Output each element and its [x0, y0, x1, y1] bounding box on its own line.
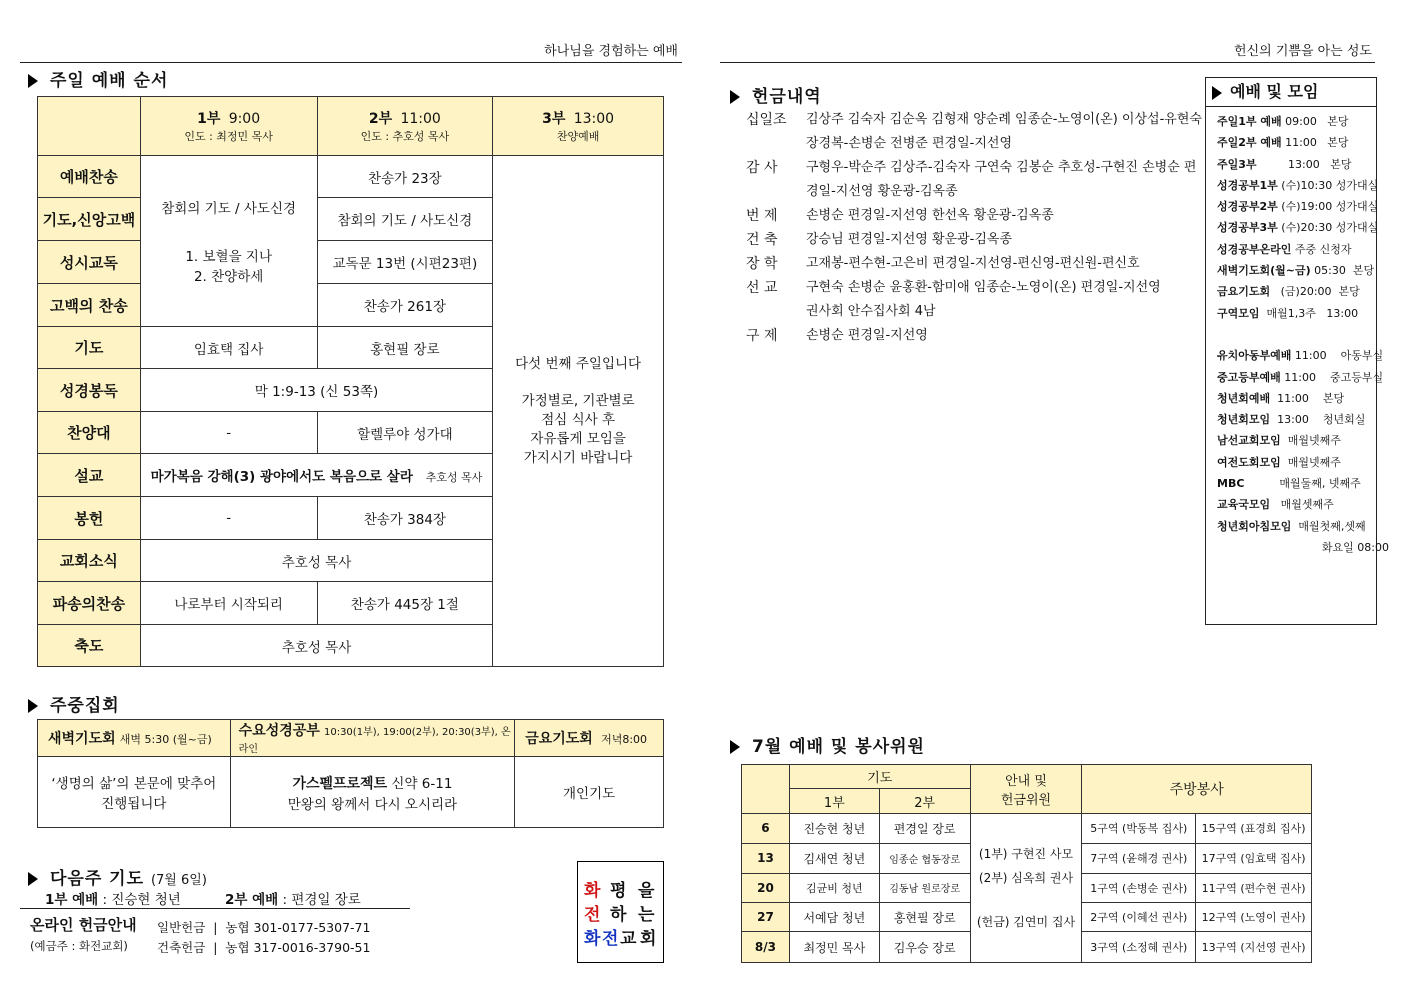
schedule-item: 성경공부3부 (수)20:30 성가대실 — [1217, 221, 1379, 235]
triangle-bullet-icon — [28, 872, 38, 886]
row-label: 교회소식 — [38, 540, 141, 582]
date-cell: 27 — [742, 903, 790, 932]
kitchen-2-cell: 13구역 (지선영 권사) — [1196, 932, 1312, 963]
date-cell: 6 — [742, 813, 790, 843]
kitchen-1-cell: 2구역 (이혜선 권사) — [1082, 903, 1196, 932]
sermon-title: 마가복음 강해(3) 광야에서도 복음으로 살라 — [150, 469, 413, 485]
creed-hymn-cell: 참회의 기도 / 사도신경 1. 보혈을 지나 2. 찬양하세 — [140, 156, 317, 327]
row-label: 찬양대 — [38, 412, 141, 454]
choir-2-cell: 할렐루야 성가대 — [317, 412, 493, 454]
row-label: 성시교독 — [38, 241, 141, 284]
next-prayer-service-1: 1부 예배 : 진승현 청년 — [45, 892, 181, 908]
date-header — [742, 765, 790, 814]
prayer-2-cell: 김우승 장로 — [879, 932, 970, 963]
col-header-3: 3부 13:00 찬양예배 — [493, 97, 664, 156]
fri-prayer-header: 금요기도회 저녁8:00 — [515, 720, 664, 757]
prayer-2-cell: 홍현필 장로 — [317, 327, 493, 369]
kitchen-1-cell: 7구역 (윤해경 권사) — [1082, 844, 1196, 873]
schedule-item — [1217, 324, 1376, 345]
divider — [20, 908, 410, 909]
kitchen-1-cell: 3구역 (소정혜 권사) — [1082, 932, 1196, 963]
schedule-item: 성경공부온라인 주중 신청자 — [1217, 242, 1352, 256]
schedule-item: 주일2부 예배 11:00 본당 — [1217, 136, 1349, 150]
row-label: 파송의찬송 — [38, 582, 141, 625]
offering-1-cell: - — [140, 497, 317, 540]
corner-cell — [38, 97, 141, 156]
benediction-cell: 추호성 목사 — [140, 625, 492, 667]
schedule-box — [1205, 77, 1389, 625]
page-header-right: 헌신의 기쁨을 아는 성도 — [1234, 44, 1372, 59]
account-general: 일반헌금 | 농협 301-0177-5307-71 — [157, 920, 371, 935]
sending-2-cell: 찬송가 445장 1절 — [317, 582, 493, 625]
row-label: 고백의 찬송 — [38, 284, 141, 327]
schedule-item: MBC 매월둘째, 넷째주 — [1217, 477, 1361, 491]
row-label: 봉헌 — [38, 497, 141, 540]
wed-study-header: 수요성경공부 10:30(1부), 19:00(2부), 20:30(3부), 온라인 — [230, 720, 515, 757]
scripture-cell: 막 1:9-13 (신 53쪽) — [140, 369, 492, 412]
next-prayer-title: 다음주 기도 (7월 6일) — [28, 864, 207, 889]
triangle-bullet-icon — [730, 740, 740, 754]
july-table — [741, 764, 1312, 963]
prayer-1-cell: 진승현 청년 — [789, 813, 879, 843]
schedule-item: 화요일 08:00 — [1217, 540, 1389, 554]
date-cell: 20 — [742, 873, 790, 902]
date-cell: 13 — [742, 844, 790, 873]
row-label: 예배찬송 — [38, 156, 141, 198]
schedule-item: 구역모임 매월1,3주 13:00 — [1217, 306, 1359, 320]
schedule-item: 여전도회모임 매월넷째주 — [1217, 455, 1341, 469]
triangle-bullet-icon — [28, 699, 38, 713]
prayer-2-header: 2부 — [879, 789, 970, 813]
schedule-item: 청년회아침모임 매월첫째,셋째 — [1217, 519, 1366, 533]
dawn-prayer-header: 새벽기도회 새벽 5:30 (월~금) — [38, 720, 231, 757]
offering-2-cell: 찬송가 384장 — [317, 497, 493, 540]
schedule-item: 성경공부1부 (수)10:30 성가대실 — [1217, 178, 1379, 192]
divider — [720, 62, 1375, 63]
sending-1-cell: 나로부터 시작되리 — [140, 582, 317, 625]
midweek-section-title: 주중집회 — [28, 691, 120, 716]
ushers-cell: (1부) 구현진 사모 (2부) 심옥희 권사 (헌금) 김연미 집사 — [970, 813, 1082, 962]
usher-header: 안내 및 헌금위원 — [970, 765, 1082, 814]
sermon-preacher: 추호성 목사 — [425, 471, 483, 484]
confession-hymn-cell: 찬송가 261장 — [317, 284, 493, 327]
kitchen-header: 주방봉사 — [1082, 765, 1312, 814]
july-section-title: 7월 예배 및 봉사위원 — [730, 732, 925, 757]
prayer-2-cell: 김동남 원로장로 — [879, 873, 970, 902]
kitchen-2-cell: 15구역 (표경희 집사) — [1196, 813, 1312, 843]
fri-prayer-desc: 개인기도 — [515, 757, 664, 828]
online-offering-title: 온라인 헌금안내 — [30, 916, 137, 934]
schedule-item: 남선교회모임 매월넷째주 — [1217, 434, 1341, 448]
prayer-2-cell: 임종순 협동장로 — [879, 844, 970, 873]
row-label: 기도,신앙고백 — [38, 198, 141, 241]
row-label: 축도 — [38, 625, 141, 667]
kitchen-2-cell: 11구역 (편수현 권사) — [1196, 873, 1312, 902]
third-service-note: 다섯 번째 주일입니다 가정별로, 기관별로 점심 식사 후 자유롭게 모임을 가지시기 바랍니다 — [493, 156, 664, 667]
date-cell: 8/3 — [742, 932, 790, 963]
schedule-title: 예배 및 모임 — [1206, 78, 1376, 107]
offering-section-title: 헌금내역 — [730, 82, 822, 107]
choir-1-cell: - — [140, 412, 317, 454]
dawn-prayer-desc: ‘생명의 삶’의 본문에 맞추어 진행됩니다 — [38, 757, 231, 828]
triangle-bullet-icon — [28, 74, 38, 88]
schedule-item: 유치아동부예배 11:00 아동부실 — [1217, 349, 1384, 363]
sermon-cell — [140, 454, 492, 497]
hymn-cell: 찬송가 23장 — [317, 156, 493, 198]
schedule-item: 성경공부2부 (수)19:00 성가대실 — [1217, 200, 1379, 214]
midweek-table — [37, 719, 664, 828]
triangle-bullet-icon — [730, 90, 740, 104]
page-header-left: 하나님을 경험하는 예배 — [544, 44, 678, 59]
row-label: 설교 — [38, 454, 141, 497]
col-header-2: 2부 11:00 인도 : 추호성 목사 — [317, 97, 493, 156]
schedule-item: 청년회모임 13:00 청년회실 — [1217, 413, 1366, 427]
prayer-header: 기도 — [789, 765, 970, 789]
worship-section-title: 주일 예배 순서 — [28, 66, 168, 91]
wed-study-desc: 가스펠프로젝트 신약 6-11 만왕의 왕께서 다시 오시리라 — [230, 757, 515, 828]
kitchen-2-cell: 17구역 (임효택 집사) — [1196, 844, 1312, 873]
kitchen-2-cell: 12구역 (노영이 권사) — [1196, 903, 1312, 932]
schedule-item: 금요기도회 (금)20:00 본당 — [1217, 285, 1360, 299]
row-label: 기도 — [38, 327, 141, 369]
schedule-item: 주일1부 예배 09:00 본당 — [1217, 115, 1349, 128]
divider — [20, 62, 682, 63]
schedule-item: 새벽기도회(월~금) 05:30 본당 — [1217, 264, 1375, 278]
schedule-item: 교육국모임 매월셋째주 — [1217, 498, 1334, 512]
prayer-2-cell: 홍현필 장로 — [879, 903, 970, 932]
triangle-bullet-icon — [1212, 86, 1222, 100]
church-seal: 화 평 을 전 하 는 화 전 교 회 — [577, 861, 664, 963]
kitchen-1-cell: 5구역 (박동복 집사) — [1082, 813, 1196, 843]
row-label: 성경봉독 — [38, 369, 141, 412]
prayer-2-cell: 편경일 장로 — [879, 813, 970, 843]
prayer-1-cell: 최정민 목사 — [789, 932, 879, 963]
reading-cell: 교독문 13번 (시편23편) — [317, 241, 493, 284]
prayer-1-header: 1부 — [789, 789, 879, 813]
next-prayer-service-2: 2부 예배 : 편경일 장로 — [225, 892, 361, 908]
offering-list: 십일조 김상주 김숙자 김순옥 김형재 양순례 임종순-노영이(온) 이상섭-유현숙 장경복-손병순 전병준 편경일-지선영 감 사 구형우-박순주 김상주-김숙자 구연숙 김봉순 추호성-구현진 손병순 편경일-지선영 황운광-김옥종 번 제 손병순 편경일-지선영 한선옥 황운광-김옥종 건 축 강승님 편경일-지선영 황운광-김옥종 장 학 고재봉-편수현-고은비 편경일-지선영-편신영-편신원-편신호 선 교 구현숙 손병순 윤홍환-함미애 임종순-노영이(온) 편경일-지선영 권사회 안수집사회 4남 구 제 손병순 편경일-지선영 — [746, 112, 1202, 344]
schedule-list — [1206, 107, 1389, 558]
account-holder: (예금주 : 화전교회) — [30, 939, 128, 953]
schedule-item: 주일3부 13:00 본당 — [1217, 157, 1352, 171]
worship-table — [37, 96, 664, 667]
news-cell: 추호성 목사 — [140, 540, 492, 582]
schedule-item: 청년회예배 11:00 본당 — [1217, 391, 1345, 405]
kitchen-1-cell: 1구역 (손병순 권사) — [1082, 873, 1196, 902]
schedule-item: 중고등부예배 11:00 중고등부실 — [1217, 370, 1384, 384]
prayer-1-cell: 김새연 청년 — [789, 844, 879, 873]
prayer-1-cell: 서예담 청년 — [789, 903, 879, 932]
col-header-1: 1부 9:00 인도 : 최정민 목사 — [140, 97, 317, 156]
prayer-1-cell: 김균비 청년 — [789, 873, 879, 902]
account-building: 건축헌금 | 농협 317-0016-3790-51 — [157, 940, 371, 955]
creed-cell: 참회의 기도 / 사도신경 — [317, 198, 493, 241]
prayer-1-cell: 임효택 집사 — [140, 327, 317, 369]
